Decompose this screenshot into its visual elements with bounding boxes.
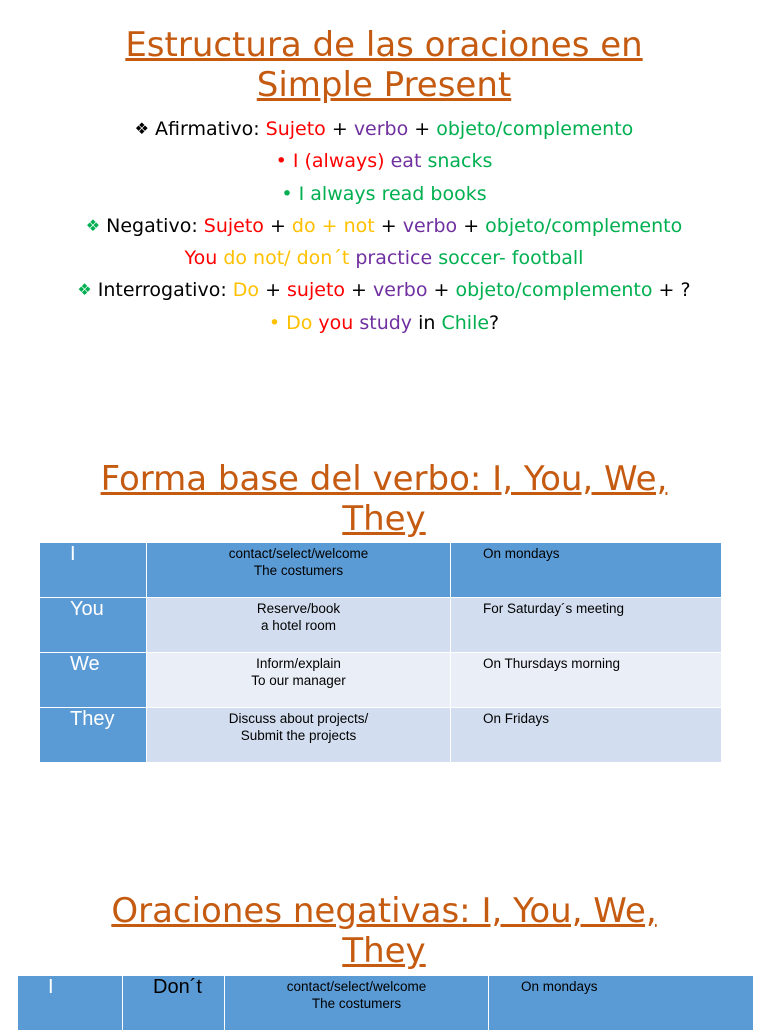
verb-cell	[147, 708, 451, 763]
plus-sign: +	[408, 118, 437, 140]
time-text: For Saturday´s meeting	[483, 601, 625, 616]
verb-cell	[147, 543, 451, 598]
table-row	[40, 653, 722, 708]
title-base-form-line1: Forma base del verbo: I, You, We,	[100, 459, 668, 499]
verb-line1: Inform/explain	[256, 656, 341, 671]
affirmative-rule	[0, 113, 768, 145]
time-cell	[451, 708, 722, 763]
verbo-label: verbo	[402, 214, 458, 237]
negative-table	[17, 975, 754, 1031]
question-mark: ?	[489, 311, 500, 334]
base-form-table	[39, 542, 722, 763]
pronoun-cell: We	[40, 653, 147, 708]
example-object: snacks	[427, 150, 493, 173]
verb-cell	[225, 976, 489, 1031]
plus-sign: +	[259, 279, 288, 302]
verb-line1: Reserve/book	[256, 601, 341, 616]
title-base-form	[0, 459, 768, 539]
example-subject: you	[318, 311, 360, 334]
plus-sign: +	[345, 279, 374, 302]
objeto-label: objeto/complemento	[436, 118, 634, 140]
objeto-label: objeto/complemento	[455, 279, 653, 302]
example-prep: in	[418, 311, 442, 334]
verb-line2: The costumers	[253, 563, 344, 578]
plus-sign: +	[263, 214, 292, 237]
table-row	[40, 598, 722, 653]
example-aux: Do	[286, 311, 319, 334]
example-interrogative	[0, 307, 768, 339]
verb-cell	[147, 598, 451, 653]
example-subject: You	[184, 247, 224, 270]
bullet: •	[275, 150, 293, 173]
diamond-bullet-icon: ❖	[77, 280, 92, 300]
negative-rule	[0, 210, 768, 242]
sujeto-label: Sujeto	[203, 214, 264, 237]
verb-line2: a hotel room	[260, 618, 337, 633]
example-object: soccer- football	[438, 247, 584, 270]
verbo-label: verbo	[373, 279, 428, 302]
interrogative-label: Interrogativo:	[97, 279, 233, 302]
do-not-label: do + not	[291, 214, 375, 237]
example-subject: I (always)	[292, 150, 385, 173]
example-verb: eat	[384, 150, 428, 173]
sujeto-label: Sujeto	[265, 118, 326, 140]
title-negative-line1: Oraciones negativas: I, You, We,	[111, 891, 657, 931]
objeto-label: objeto/complemento	[485, 214, 683, 237]
title-structure-line2: Simple Present	[256, 65, 512, 105]
affirmative-label: Afirmativo:	[155, 118, 266, 140]
example-negative	[0, 242, 768, 274]
verb-line2: The costumers	[311, 996, 402, 1011]
verb-cell	[147, 653, 451, 708]
time-cell	[451, 653, 722, 708]
pronoun-cell: You	[40, 598, 147, 653]
pronoun-cell: They	[40, 708, 147, 763]
table-row	[40, 543, 722, 598]
example-place: Chile	[441, 311, 490, 334]
time-text: On Thursdays morning	[483, 656, 621, 671]
diamond-bullet-icon: ❖	[85, 215, 101, 235]
plus-sign: +	[325, 118, 354, 140]
verbo-label: verbo	[353, 118, 409, 140]
verb-line2: Submit the projects	[240, 728, 357, 743]
question-end: + ?	[652, 279, 691, 302]
time-text: On mondays	[483, 546, 560, 561]
example-affirmative-1	[0, 145, 768, 177]
pronoun-cell: I	[18, 976, 123, 1031]
verb-line1: contact/select/welcome	[286, 979, 427, 994]
do-label: Do	[232, 279, 260, 302]
verb-line2: To our manager	[251, 673, 346, 688]
plus-sign: +	[457, 214, 486, 237]
title-structure	[0, 25, 768, 105]
interrogative-rule	[0, 274, 768, 306]
diamond-bullet-icon: ❖	[134, 119, 150, 138]
plus-sign: +	[427, 279, 456, 302]
title-base-form-line2: They	[342, 499, 426, 539]
pronoun-cell: I	[40, 543, 147, 598]
title-negative	[0, 891, 768, 971]
time-cell	[489, 976, 754, 1031]
example-affirmative-2: • I always read books	[281, 182, 487, 205]
structure-bullets	[0, 113, 768, 339]
time-cell	[451, 543, 722, 598]
example-verb: practice	[355, 247, 439, 270]
plus-sign: +	[374, 214, 403, 237]
time-text: On mondays	[521, 979, 598, 994]
title-negative-line2: They	[342, 931, 426, 971]
sujeto-label: sujeto	[287, 279, 346, 302]
aux-cell: Don´t	[123, 976, 225, 1031]
verb-line1: contact/select/welcome	[228, 546, 369, 561]
title-structure-line1: Estructura de las oraciones en	[125, 25, 643, 65]
verb-line1: Discuss about projects/	[228, 711, 369, 726]
example-verb: study	[359, 311, 419, 334]
time-cell	[451, 598, 722, 653]
negative-label: Negativo:	[106, 214, 204, 237]
table-row	[40, 708, 722, 763]
time-text: On Fridays	[483, 711, 550, 726]
bullet: •	[268, 311, 287, 334]
table-row	[18, 976, 754, 1031]
example-aux: do not/ don´t	[223, 247, 356, 270]
